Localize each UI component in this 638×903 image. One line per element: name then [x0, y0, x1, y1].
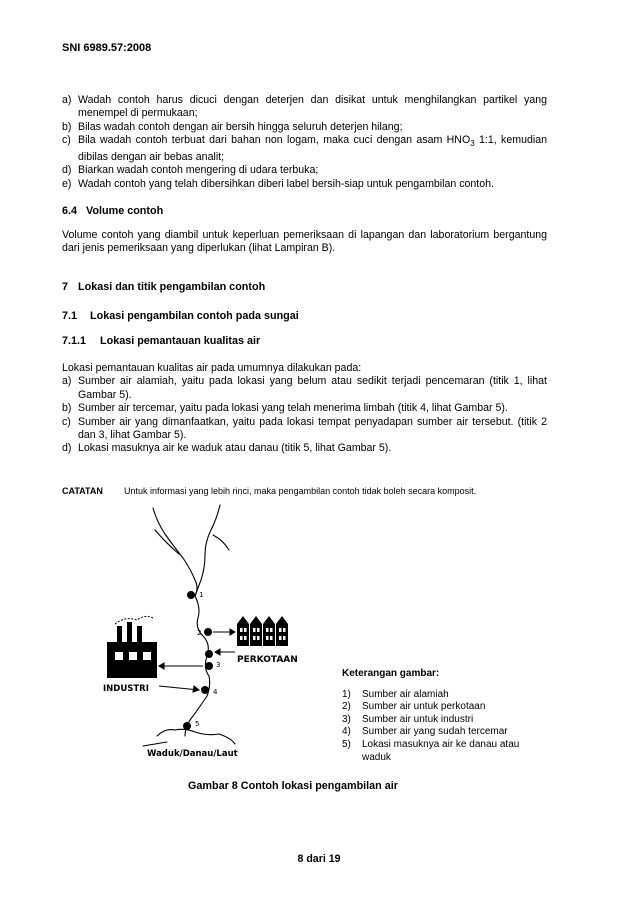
industry-label: INDUSTRI [103, 684, 149, 694]
figure-caption: Gambar 8 Contoh lokasi pengambilan air [188, 780, 398, 792]
point-label: 2 [197, 629, 202, 637]
section-heading-7-1: 7.1 Lokasi pengambilan contoh pada sungai [62, 310, 299, 322]
list-item [62, 121, 547, 134]
list-item [62, 178, 547, 191]
sampling-point-4-lower [201, 686, 209, 694]
list-marker: d) [62, 164, 72, 177]
list-marker: b) [62, 402, 72, 415]
sampling-point-1 [187, 591, 195, 599]
list-text: Bila wadah contoh terbuat dari bahan non logam, maka cuci dengan asam $HNO_3$ 1:1, kemudian dibilas dengan air bebas analit; [78, 134, 547, 163]
list-marker: d) [62, 442, 72, 455]
river-tributary [213, 535, 229, 550]
sampling-point-3 [205, 662, 213, 670]
point-label: 1 [199, 591, 204, 599]
list-item [62, 375, 547, 402]
list-item [62, 134, 547, 164]
sampling-point-2 [204, 628, 212, 636]
river-tributary [195, 505, 220, 596]
document-id: SNI 6989.57:2008 [62, 42, 152, 54]
sampling-point-4-upper [205, 650, 213, 658]
list-item [62, 402, 547, 415]
list-text: Lokasi masuknya air ke waduk atau danau (titik 5, lihat Gambar 5). [78, 442, 392, 455]
reservoir-shoreline [157, 729, 235, 744]
point-label: 4 [213, 688, 218, 696]
river-tributary [153, 508, 197, 596]
list-text: Wadah contoh harus dicuci dengan deterjen dan disikat untuk menghilangkan partikel yang menempel di permukaan; [78, 94, 547, 120]
section-heading-7-1-1: 7.1.1 Lokasi pemantauan kualitas air [62, 335, 261, 347]
list-text: Wadah contoh yang telah dibersihkan diberi label bersih-siap untuk pengambilan contoh. [78, 177, 494, 190]
list-item [62, 416, 547, 443]
list-item [62, 442, 547, 455]
list-marker: b) [62, 120, 72, 133]
intro-text: Lokasi pemantauan kualitas air pada umumnya dilakukan pada: [62, 362, 362, 374]
section-6-4-body: Volume contoh yang diambil untuk keperluan pemeriksaan di lapangan dan laboratorium bergantung dari jenis pemeriksaan yang diperlukan (lihat Lampiran B). [62, 229, 547, 255]
legend-item: 3) Sumber air untuk industri [342, 713, 474, 725]
figure-legend [342, 668, 547, 764]
legend-item: 4) Sumber air yang sudah tercemar [342, 726, 508, 738]
legend-item: 5) Lokasi masuknya air ke danau atau waduk [342, 738, 520, 763]
list-item [62, 94, 547, 121]
page-number: 8 dari 19 [297, 853, 341, 865]
legend-item: 2) Sumber air untuk perkotaan [342, 701, 486, 713]
list-text: Sumber air yang dimanfaatkan, yaitu pada lokasi tempat penyadapan sumber air tersebut. (titik 2 dan 3, lihat Gambar 5). [78, 415, 547, 442]
section-heading-7: 7 Lokasi dan titik pengambilan contoh [62, 281, 266, 293]
list-text: Sumber air alamiah, yaitu pada lokasi yang belum atau sedikit terjadi pencemaran (titik 1, lihat Gambar 5). [78, 375, 547, 401]
note [62, 486, 476, 496]
list-marker: c) [62, 134, 71, 147]
list-text: Sumber air tercemar, yaitu pada lokasi yang telah menerima limbah (titik 4, lihat Gambar 5). [78, 402, 508, 415]
list-item [62, 164, 547, 177]
list-marker: a) [62, 94, 72, 106]
note-label: CATATAN [62, 486, 103, 496]
cleaning-steps-list [62, 94, 547, 191]
reservoir-label: Waduk/Danau/Laut [147, 749, 238, 759]
list-text: Bilas wadah contoh dengan air bersih hingga seluruh deterjen hilang; [78, 120, 403, 133]
monitoring-locations [62, 362, 547, 456]
point-label: 3 [216, 661, 221, 669]
note-text: Untuk informasi yang lebih rinci, maka pengambilan contoh tidak boleh secara komposit. [124, 486, 477, 496]
list-text: Biarkan wadah contoh mengering di udara terbuka; [78, 164, 319, 177]
point-label: 5 [195, 720, 200, 728]
factory-icon [107, 616, 157, 678]
sampling-point-5 [183, 722, 191, 730]
legend-title: Keterangan gambar: [342, 668, 440, 679]
list-marker: e) [62, 177, 72, 190]
reservoir-shoreline [143, 742, 167, 746]
list-marker: a) [62, 375, 72, 388]
legend-item: 1) Sumber air alamiah [342, 688, 449, 700]
city-label: PERKOTAAN [237, 655, 298, 665]
city-icon [237, 616, 288, 646]
list-marker: c) [62, 415, 71, 428]
section-heading-6-4: 6.4 Volume contoh [62, 205, 164, 217]
river-sampling-diagram [95, 500, 340, 775]
river-tributary [155, 530, 179, 554]
